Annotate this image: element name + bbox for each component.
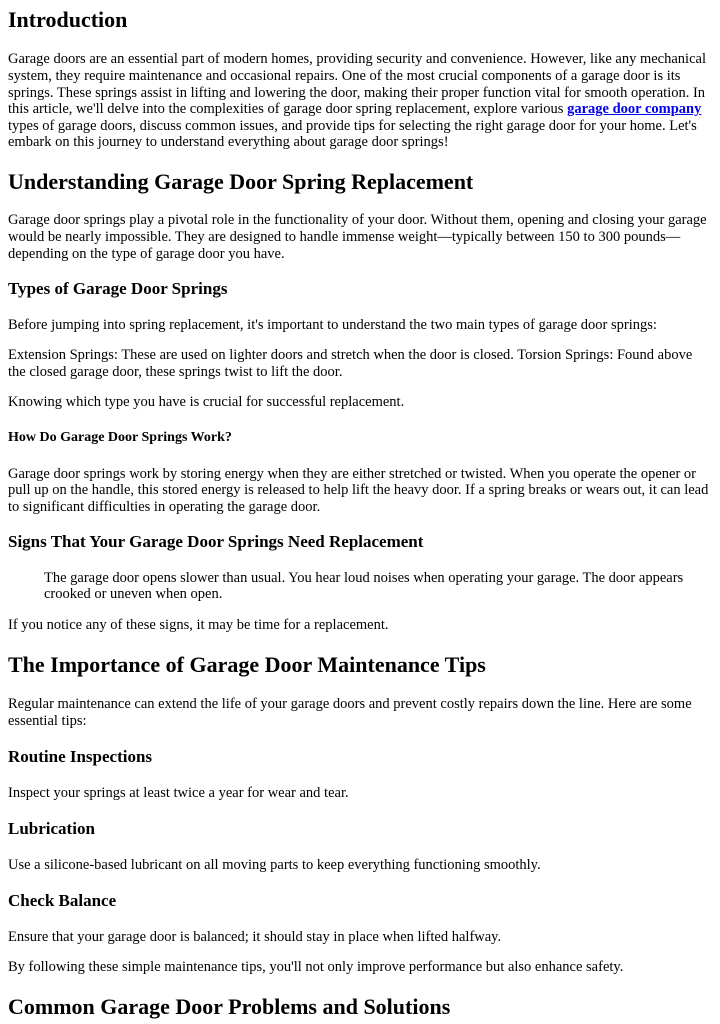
how-paragraph: Garage door springs work by storing energy when they are either stretched or twisted. When you operate the opener or pull up on the handle, this stored energy is released to help lift the heavy door. If a spring breaks or wears out, it can lead to significant difficulties in operating the garage door. <box>8 465 709 515</box>
maintenance-paragraph: Regular maintenance can extend the life of your garage doors and prevent costly repairs down the line. Here are some essential tips: <box>8 696 692 729</box>
understanding-paragraph: Garage door springs play a pivotal role in the functionality of your door. Without them, opening and closing your garage would be nearly impossible. They are designed to handle immense weight—typically between 150 to 300 pounds—depending on the type of garage door you have. <box>8 212 707 262</box>
lubrication-heading: Lubrication <box>8 819 95 839</box>
balance-heading: Check Balance <box>8 891 117 911</box>
garage-door-company-link[interactable]: garage door company <box>567 101 702 118</box>
types-paragraph-1: Before jumping into spring replacement, it's important to understand the two main types of garage door springs: <box>8 316 657 333</box>
routine-paragraph: Inspect your springs at least twice a year for wear and tear. <box>8 784 349 801</box>
balance-paragraph-2: By following these simple maintenance tips, you'll not only improve performance but also enhance safety. <box>8 959 624 976</box>
intro-text-after-link: types of garage doors, discuss common issues, and provide tips for selecting the right garage door for your home. Let's embark on this journey to understand everything about garage door springs! <box>8 117 697 151</box>
understanding-heading: Understanding Garage Door Spring Replacement <box>8 168 474 194</box>
problems-heading: Common Garage Door Problems and Solutions <box>8 993 451 1019</box>
routine-heading: Routine Inspections <box>8 747 153 767</box>
article <box>0 7 720 1020</box>
maintenance-heading: The Importance of Garage Door Maintenance Tips <box>8 651 486 677</box>
how-heading: How Do Garage Door Springs Work? <box>8 429 232 445</box>
signs-heading: Signs That Your Garage Door Springs Need Replacement <box>8 532 424 552</box>
intro-text-before-link: Garage doors are an essential part of modern homes, providing security and convenience. However, like any mechanical system, they require maintenance and occasional repairs. One of the most crucial components of a garage door is its springs. These springs assist in lifting and lowering the door, making their proper function vital for smooth operation. In this article, we'll delve into the complexities of garage door spring replacement, explore various <box>8 51 706 118</box>
types-paragraph-2: Extension Springs: These are used on lighter doors and stretch when the door is closed. Torsion Springs: Found above the closed garage door, these springs twist to lift the door. <box>8 347 693 380</box>
lubrication-paragraph: Use a silicone-based lubricant on all moving parts to keep everything functioning smoothly. <box>8 856 541 873</box>
signs-paragraph: If you notice any of these signs, it may be time for a replacement. <box>8 617 389 634</box>
types-paragraph-3: Knowing which type you have is crucial for successful replacement. <box>8 394 405 411</box>
signs-quote <box>44 570 712 603</box>
intro-heading: Introduction <box>8 7 128 32</box>
intro-paragraph <box>8 51 712 151</box>
types-heading: Types of Garage Door Springs <box>8 279 228 299</box>
signs-quote-text: The garage door opens slower than usual. You hear loud noises when operating your garage. The door appears crooked or uneven when open. <box>44 569 684 603</box>
balance-paragraph-1: Ensure that your garage door is balanced; it should stay in place when lifted halfway. <box>8 928 502 945</box>
